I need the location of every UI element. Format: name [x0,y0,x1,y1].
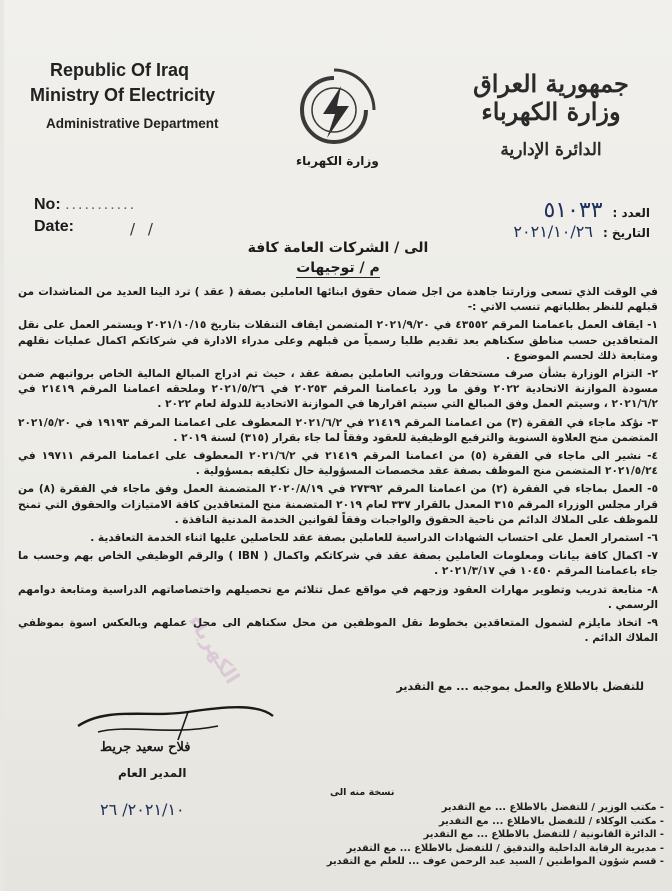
signatory-title: المدير العام [118,766,187,780]
country-name-en: Republic Of Iraq [50,60,190,80]
date-label: Date: [34,218,75,235]
date-label-ar: التاريخ : [602,226,650,240]
reference-number [543,198,650,223]
letter-page [4,0,672,891]
point-item: ٩- اتخاذ مايلزم لشمول المتعاقدين بخطوط نقل الموظفين من محل سكناهم الى محل عملهم وبالعكس اسوة بموظفي الملاك الدائم . [18,617,658,645]
number-label-ar: العدد : [612,206,650,220]
point-item: ٧- اكمال كافة بيانات ومعلومات العاملين بصفة عقد في شركاتكم واكمال ( IBN ) والرقم الوظيفي الخاص بهم وحسب ما جاء باعمامنا المرقم ١٠٤٥٠ في ٢٠٢١/٣/١٧ . [18,550,658,578]
copy-recipient: - الدائرة القانونية / للتفضل بالاطلاع ... مع التقدير [423,829,664,841]
english-letterhead [30,60,290,131]
point-item: ٥- العمل بماجاء في الفقرة (٢) من اعمامنا المرقم ٢٧٣٩٢ في ٢٠٢٠/٨/١٩ المتضمنة العمل وفق ماجاء في الفقرة (٨) من قرار مجلس الوزراء المرقم ٣١٥ المعدل بالقرار ٣٣٧ لعام ٢٠١٩ المتضمنة منح المتعاقدين كافة الامتيازات والحقوق التي تمنح للموظف على الملاك الدائم من ناحية الحقوق والواجبات وفقاً لقوانين الخدمة المدنية النافذة . [18,483,659,526]
point-item: ٨- متابعة تدريب وتطوير مهارات العقود وزجهم في مواقع عمل تتلائم مع تحصيلهم واختصاصاتهم الدراسية ومتابعة دوامهم الرسمي . [18,583,658,611]
point-item: ٢- التزام الوزارة بشأن صرف مستحقات ورواتب العاملين بصفة عقد ، حيث تم ادراج المبالغ المالية الخاص برواتبهم ضمن مسودة الموازنة الاتحادية ٢٠٢٢ وفق ما ورد باعمامنا المرقم ٢٠٢٥٣ في ٢٠٢١/٥/٢٦ وملحقه اعمامنا المرقم ٢١٤١٩ في ٢٠٢١/٦/٢ ، وسيتم العمل وفق المبالغ التي سيتم اقرارها في الموازنة الاتحادية للدولة لعام ٢٠٢٢ . [18,368,659,411]
point-item: ٤- نشير الى ماجاء في الفقرة (٥) من اعمامنا المرقم ٢١٤١٩ في ٢٠٢١/٦/٢ المعطوف على اعمامنا المرقم ١٩٧١١ في ٢٠٢١/٥/٢٤ المتضمن منح الموظف بصفة عقد مخصصات المسؤولية حال تكليفه بمسؤولية . [18,450,659,478]
reference-date [513,222,650,241]
copies-heading: نسخة منه الى [330,787,395,798]
arabic-letterhead [446,70,656,160]
point-item: ٦- استمرار العمل على احتساب الشهادات الدراسية للعاملين بصفة عقد للحاصلين عليها اثناء الخدمة التعاقدية . [90,532,658,545]
logo-caption: وزارة الكهرباء [296,154,379,168]
copies-to-list [324,786,664,868]
department-name-ar: الدائرة الإدارية [500,140,602,160]
copy-recipient: - مكتب الوكلاء / للتفضل بالاطلاع ... مع التقدير [439,815,664,827]
recipient-line: الى / الشركات العامة كافة [247,240,429,256]
watermark-text: الكهرباء [183,610,245,688]
point-item: ١- ايقاف العمل باعمامنا المرقم ٤٣٥٥٢ في ٢٠٢١/٩/٢٠ المتضمن ايقاف التنقلات بتاريخ ٢٠٢١/١٠/١٥ ويستمر العمل على نقل المتعاقدين حسب مناطق سكناهم بعد تقديم طلبا رسمياً من قبلهم وعلى مدراء الادارة في شركاتكم اكمال عمليات نقلهم ومتابعة ذلك لحسم الموضوع . [18,319,658,362]
subject-line [4,260,672,276]
point-item: ٣- نؤكد ماجاء في الفقرة (٣) من اعمامنا المرقم ٢١٤١٩ في ٢٠٢١/٦/٢ المعطوف على اعمامنا المرقم ١٩١٩٣ في ٢٠٢١/٥/٢٠ المتضمن منح العلاوة السنوية والترفيع الوظيفية للعقود وفقاً لما جاء بقرار (٣١٥) لسنة ٢٠١٩ . [18,416,658,444]
country-name-ar: جمهورية العراق [473,69,629,98]
date-blank-value: / / [130,220,157,238]
reference-labels-en [34,196,136,240]
signatory-name: فلاح سعيد جريط [100,740,191,755]
no-label: No: [34,196,61,213]
closing-line: للتفضل بالاطلاع والعمل بموجبه ... مع التقدير [396,680,644,693]
department-name-en: Administrative Department [46,116,219,131]
letter-body [18,285,658,649]
subject-text: م / توجيهات [296,260,380,276]
copy-recipient: - قسم شؤون المواطنين / السيد عبد الرحمن عوف ... للعلم مع التقدير [326,856,664,868]
date-value: ٢٠٢١/١٠/٢٦ [513,222,593,241]
number-value: ٥١٠٣٣ [543,198,603,223]
no-dots: ........... [65,196,137,213]
signature-date: ٢٠٢١/١٠/ ٢٦ [100,800,185,819]
ministry-name-ar: وزارة الكهرباء [481,97,621,126]
copy-recipient: - مكتب الوزير / للتفضل بالاطلاع ... مع التقدير [441,802,664,814]
intro-paragraph: في الوقت الذي تسعى وزارتنا جاهدة من اجل ضمان حقوق ابنائها العاملين بصفة ( عقد ) ترد الينا العديد من المناشدات من قبلهم للنظر بطلباتهم تنسب الاتي :- [18,286,658,314]
ministry-name-en: Ministry Of Electricity [30,85,216,105]
copy-recipient: - مديرية الرقابة الداخلية والتدقيق / للتفضل بالاطلاع ... مع التقدير [346,842,664,854]
